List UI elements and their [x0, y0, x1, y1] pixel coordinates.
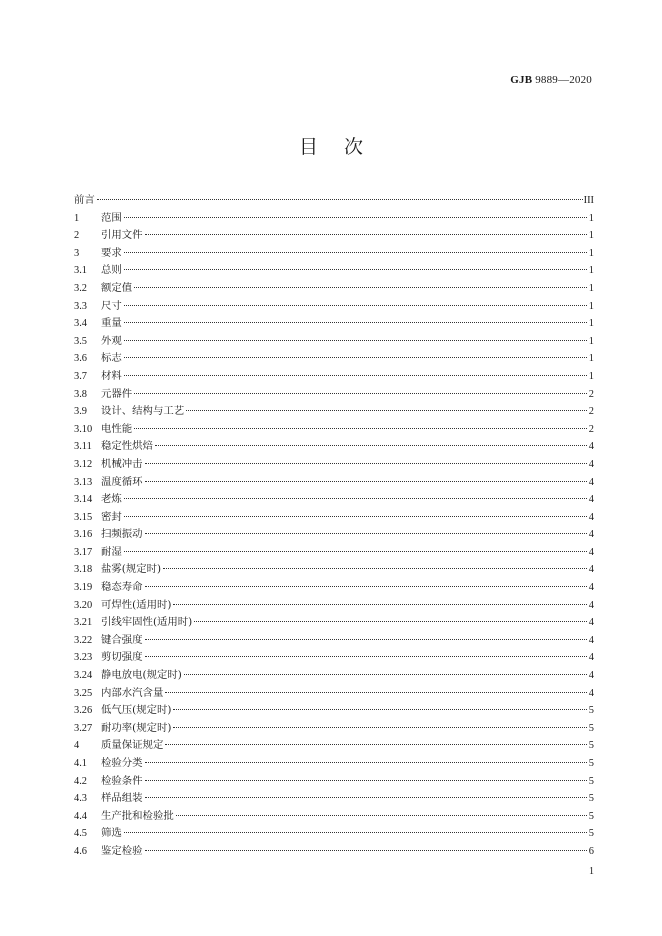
toc-entry-title: 前言: [74, 194, 95, 206]
toc-dot-leader: [124, 486, 587, 499]
toc-entry-page: 1: [588, 265, 594, 277]
toc-dot-leader: [145, 644, 587, 657]
toc-dot-leader: [145, 469, 587, 482]
toc-entry-page: 1: [588, 247, 594, 259]
toc-entry-title: 元器件: [101, 387, 133, 400]
toc-entry-title: 稳态寿命: [101, 581, 143, 594]
toc-entry-page: 4: [588, 529, 594, 541]
toc-entry-title: 尺寸: [101, 299, 122, 312]
toc-entry-number: 4.5: [74, 828, 87, 840]
toc-entry-page: 5: [588, 828, 594, 840]
toc-entry-title: 材料: [101, 369, 122, 382]
toc-entry-title: 筛选: [101, 827, 122, 840]
toc-entry-title: 要求: [101, 246, 122, 259]
toc-entry-number: 3.8: [74, 388, 87, 400]
toc-dot-leader: [173, 592, 587, 605]
toc-dot-leader: [124, 539, 587, 552]
toc-dot-leader: [173, 697, 587, 710]
toc-entry-number: 3.18: [74, 564, 93, 576]
toc-entry-number: 3.21: [74, 617, 93, 629]
toc-dot-leader: [155, 433, 587, 446]
page-number: 1: [589, 866, 594, 877]
standard-code: GJB: [510, 74, 533, 86]
toc-dot-leader: [176, 803, 587, 816]
toc-entry-title: 机械冲击: [101, 457, 143, 470]
toc-entry-page: 1: [588, 282, 594, 294]
toc-entry-page: 4: [588, 494, 594, 506]
toc-entry-page: 1: [588, 230, 594, 242]
toc-entry-title: 样品组装: [101, 792, 143, 805]
toc-entry-page: 1: [588, 300, 594, 312]
toc-entry-title: 检验分类: [101, 757, 143, 769]
toc-dot-leader: [145, 574, 587, 587]
table-of-contents: [74, 190, 594, 859]
toc-entry-number: 3.4: [74, 318, 87, 330]
toc-entry-title: 检验条件: [101, 774, 143, 787]
toc-entry-title: 内部水汽含量: [101, 686, 164, 699]
toc-dot-leader: [163, 556, 587, 569]
toc-dot-leader: [165, 732, 587, 745]
toc-entry-number: 4.2: [74, 775, 87, 787]
toc-dot-leader: [134, 275, 587, 288]
toc-entry-title: 引用文件: [101, 229, 143, 242]
toc-entry-page: 4: [588, 564, 594, 576]
toc-entry-title: 低气压(规定时): [101, 704, 172, 717]
toc-entry-title: 标志: [101, 352, 122, 365]
toc-dot-leader: [124, 820, 587, 833]
toc-entry-number: 3.12: [74, 458, 93, 470]
toc-dot-leader: [145, 838, 587, 851]
toc-dot-leader: [145, 768, 587, 781]
toc-entry-title: 重量: [101, 317, 122, 330]
toc-entry-page: 4: [588, 458, 594, 470]
toc-entry-page: III: [583, 195, 594, 206]
toc-entry-title: 引线牢固性(适用时): [101, 616, 193, 629]
toc-entry-number: 3.14: [74, 494, 93, 506]
toc-entry-number: 3.10: [74, 423, 93, 435]
toc-dot-leader: [124, 328, 587, 341]
toc-dot-leader: [124, 293, 587, 306]
toc-entry-number: 3.6: [74, 353, 87, 365]
toc-entry-page: 4: [588, 511, 594, 523]
toc-entry-title: 质量保证规定: [101, 739, 164, 752]
toc-entry-page: 1: [588, 318, 594, 330]
toc-entry-title: 生产批和检验批: [101, 809, 174, 822]
toc-entry-number: 3.13: [74, 476, 93, 488]
toc-entry-page: 4: [588, 652, 594, 664]
toc-entry-page: 5: [588, 793, 594, 805]
toc-entry-number: 3.20: [74, 599, 93, 611]
toc-entry-title: 扫频振动: [101, 528, 143, 541]
toc-entry-page: 1: [588, 353, 594, 365]
toc-dot-leader: [186, 398, 587, 411]
toc-dot-leader: [124, 205, 587, 218]
toc-entry-number: 4.4: [74, 810, 87, 822]
toc-entry-number: 4.6: [74, 845, 87, 857]
toc-entry-number: 3.25: [74, 687, 93, 699]
toc-entry-title: 外观: [101, 334, 122, 347]
toc-entry-page: 4: [588, 634, 594, 646]
toc-entry-page: 5: [588, 705, 594, 717]
toc-entry-page: 4: [588, 476, 594, 488]
toc-entry-title: 键合强度: [101, 633, 143, 646]
toc-entry-title: 密封: [101, 510, 122, 523]
toc-entry-page: 6: [588, 845, 594, 857]
toc-entry-page: 5: [588, 722, 594, 734]
toc-entry-number: 2: [74, 230, 80, 242]
toc-entry[interactable]: [74, 841, 594, 859]
toc-dot-leader: [145, 785, 587, 798]
toc-entry-number: 3.1: [74, 265, 87, 277]
toc-dot-leader: [124, 240, 587, 253]
toc-entry-page: 1: [588, 212, 594, 224]
toc-entry-page: 4: [588, 582, 594, 594]
toc-dot-leader: [97, 187, 583, 200]
toc-dot-leader: [145, 521, 587, 534]
toc-entry-title: 温度循环: [101, 475, 143, 488]
toc-entry-number: 3.23: [74, 652, 93, 664]
toc-entry-number: 3.16: [74, 529, 93, 541]
toc-dot-leader: [194, 609, 587, 622]
toc-entry-number: 1: [74, 212, 80, 224]
toc-dot-leader: [145, 750, 587, 763]
toc-entry-number: 3.7: [74, 370, 87, 382]
toc-entry-number: 3.2: [74, 282, 87, 294]
toc-dot-leader: [124, 257, 587, 270]
toc-dot-leader: [124, 345, 587, 358]
toc-entry-page: 4: [588, 670, 594, 682]
toc-entry-title: 老炼: [101, 493, 122, 506]
toc-entry-number: 3.26: [74, 705, 93, 717]
toc-dot-leader: [124, 363, 587, 376]
toc-entry-page: 1: [588, 335, 594, 347]
toc-entry-number: 3.9: [74, 406, 87, 418]
toc-entry-number: 4.3: [74, 793, 87, 805]
toc-entry-title: 稳定性烘焙: [101, 440, 153, 453]
toc-entry-page: 2: [588, 406, 594, 418]
toc-dot-leader: [134, 416, 587, 429]
toc-entry-number: 3.22: [74, 634, 93, 646]
toc-entry-number: 3.11: [74, 441, 92, 453]
toc-entry-number: 3.24: [74, 670, 93, 682]
toc-dot-leader: [145, 627, 587, 640]
toc-dot-leader: [145, 222, 587, 235]
toc-entry-page: 4: [588, 441, 594, 453]
toc-entry-page: 2: [588, 388, 594, 400]
toc-entry-page: 5: [588, 740, 594, 752]
toc-dot-leader: [173, 715, 587, 728]
toc-dot-leader: [184, 662, 587, 675]
toc-entry-number: 3.19: [74, 582, 93, 594]
toc-entry-title: 范围: [101, 211, 122, 224]
toc-dot-leader: [134, 381, 587, 394]
toc-entry-page: 5: [588, 758, 594, 769]
toc-entry-title: 剪切强度: [101, 651, 143, 664]
toc-entry-number: 4: [74, 740, 80, 752]
standard-number: [510, 74, 592, 86]
toc-entry-title: 盐雾(规定时): [101, 563, 162, 576]
toc-entry-number: 3.15: [74, 511, 93, 523]
toc-dot-leader: [145, 451, 587, 464]
toc-entry-page: 5: [588, 810, 594, 822]
page-title: 目次: [298, 136, 389, 158]
toc-entry-page: 4: [588, 687, 594, 699]
toc-entry-title: 静电放电(规定时): [101, 669, 182, 682]
toc-entry-page: 4: [588, 617, 594, 629]
toc-entry-page: 4: [588, 546, 594, 558]
toc-entry-title: 额定值: [101, 281, 133, 294]
toc-entry-page: 5: [588, 775, 594, 787]
toc-entry-number: 3.17: [74, 546, 93, 558]
toc-entry-page: 2: [588, 423, 594, 435]
toc-dot-leader: [165, 680, 587, 693]
toc-dot-leader: [124, 504, 587, 517]
toc-entry-number: 4.1: [74, 758, 87, 769]
toc-entry-number: 3.3: [74, 300, 87, 312]
toc-dot-leader: [124, 310, 587, 323]
toc-entry-number: 3.27: [74, 722, 93, 734]
toc-entry-title: 鉴定检验: [101, 844, 143, 857]
toc-entry-title: 可焊性(适用时): [101, 598, 172, 611]
toc-entry-page: 4: [588, 599, 594, 611]
standard-year: 9889—2020: [532, 74, 592, 86]
toc-entry-number: 3: [74, 247, 80, 259]
toc-entry-title: 总则: [101, 264, 122, 277]
toc-entry-number: 3.5: [74, 335, 87, 347]
toc-entry-page: 1: [588, 370, 594, 382]
toc-entry-title: 耐功率(规定时): [101, 721, 172, 734]
toc-entry-title: 设计、结构与工艺: [101, 405, 185, 418]
toc-entry-title: 电性能: [101, 422, 133, 435]
toc-entry-title: 耐湿: [101, 545, 122, 558]
